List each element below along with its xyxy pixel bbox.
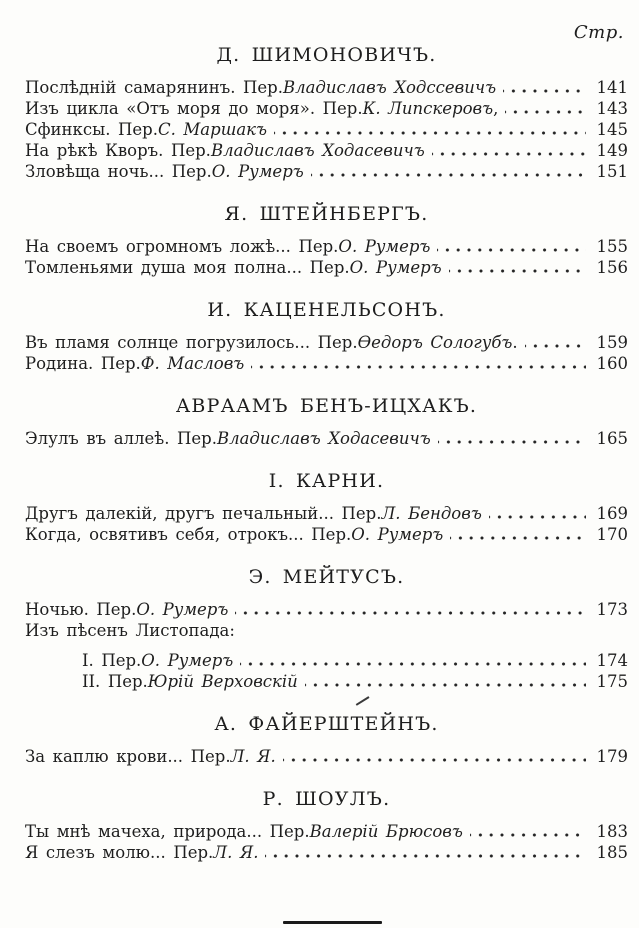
entry-page-number: 175	[596, 672, 628, 691]
section-header: Р. ШОУЛЪ.	[262, 788, 391, 810]
dot-leader	[449, 259, 586, 273]
toc-entry	[25, 140, 628, 161]
entry-translator: Ф. Масловъ	[140, 354, 245, 373]
entry-translator: О. Румеръ	[338, 237, 431, 256]
entry-translator: Л. Я.	[213, 843, 259, 862]
page-column-header: Стр.	[573, 22, 624, 43]
entry-page-number: 156	[596, 258, 628, 277]
entry-title: На рѣкѣ Кворъ. Пер.	[25, 141, 211, 160]
entry-page-number: 151	[596, 162, 628, 181]
entry-page-number: 169	[596, 504, 628, 523]
dot-leader	[240, 652, 586, 666]
toc-entry	[25, 746, 628, 767]
entry-page-number: 173	[596, 600, 628, 619]
dot-leader	[432, 142, 586, 156]
entry-translator: Владиславъ Ходссевичъ	[282, 78, 497, 97]
dot-leader	[311, 163, 586, 177]
dot-leader	[251, 355, 586, 369]
section-header: А. ФАЙЕРШТЕЙНЪ.	[214, 713, 439, 735]
toc-entry	[25, 353, 628, 374]
entry-punctuation: ,	[493, 99, 499, 118]
entry-translator: Ѳедоръ Сологубъ	[357, 333, 513, 352]
dot-leader	[503, 79, 586, 93]
dot-leader	[283, 748, 586, 762]
toc-entry	[25, 821, 628, 842]
entry-page-number: 149	[596, 141, 628, 160]
entry-punctuation: .	[512, 333, 518, 352]
entry-translator: Владиславъ Ходасевичъ	[216, 429, 431, 448]
entry-translator: Л. Бендовъ	[381, 504, 482, 523]
toc-entry	[25, 842, 628, 863]
entry-page-number: 145	[596, 120, 628, 139]
dot-leader	[437, 238, 586, 252]
section-header: Э. МЕЙТУСЪ.	[248, 566, 405, 588]
entry-page-number: 155	[596, 237, 628, 256]
toc-entry	[25, 428, 628, 449]
entry-translator: О. Румеръ	[349, 258, 442, 277]
entry-title: Зловѣща ночь... Пер.	[25, 162, 212, 181]
entry-title: Сфинксы. Пер.	[25, 120, 158, 139]
toc-entry	[25, 503, 628, 524]
table-of-contents	[25, 42, 628, 863]
end-of-contents-rule	[283, 921, 382, 924]
entry-page-number: 141	[596, 78, 628, 97]
entry-page-number: 179	[596, 747, 628, 766]
section-header: Я. ШТЕЙНБЕРГЪ.	[224, 203, 429, 225]
dot-leader	[505, 100, 586, 114]
entry-title: Изъ цикла «Отъ моря до моря». Пер.	[25, 99, 363, 118]
dot-leader	[489, 505, 586, 519]
toc-entry	[25, 599, 628, 620]
dot-leader	[305, 673, 586, 687]
entry-page-number: 159	[596, 333, 628, 352]
entry-title: На своемъ огромномъ ложѣ... Пер.	[25, 237, 339, 256]
entry-page-number: 165	[596, 429, 628, 448]
dot-leader	[438, 430, 586, 444]
toc-entry	[25, 98, 628, 119]
entry-page-number: 160	[596, 354, 628, 373]
entry-translator: О. Румеръ	[211, 162, 304, 181]
toc-entry	[25, 332, 628, 353]
entry-translator: О. Румеръ	[141, 651, 234, 670]
entry-title: ІІ. Пер.	[82, 672, 148, 691]
entry-title: Я слезъ молю... Пер.	[25, 843, 214, 862]
entry-translator: Л. Я.	[230, 747, 276, 766]
dot-leader	[450, 526, 586, 540]
entry-page-number: 185	[596, 843, 628, 862]
entry-title: Родина. Пер.	[25, 354, 141, 373]
entry-page-number: 170	[596, 525, 628, 544]
entry-title: За каплю крови... Пер.	[25, 747, 231, 766]
entry-translator: Владиславъ Ходасевичъ	[210, 141, 425, 160]
toc-entry	[25, 650, 628, 671]
entry-title: Томленьями душа моя полна... Пер.	[25, 258, 350, 277]
entry-title: І. Пер.	[82, 651, 142, 670]
dot-leader	[274, 121, 586, 135]
entry-title: Другъ далекій, другъ печальный... Пер.	[25, 504, 382, 523]
entry-title: Въ пламя солнце погрузилось... Пер.	[25, 333, 358, 352]
dot-leader	[525, 334, 586, 348]
entry-title: Послѣдній самарянинъ. Пер.	[25, 78, 283, 97]
dot-leader	[470, 823, 586, 837]
entry-title: Ты мнѣ мачеха, природа... Пер.	[25, 822, 310, 841]
section-header: Д. ШИМОНОВИЧЪ.	[216, 44, 437, 66]
entry-translator: С. Маршакъ	[157, 120, 268, 139]
entry-page-number: 174	[596, 651, 628, 670]
entry-translator: К. Липскеровъ	[362, 99, 494, 118]
entry-title: Элулъ въ аллеѣ. Пер.	[25, 429, 217, 448]
toc-entry	[25, 620, 628, 641]
entry-page-number: 143	[596, 99, 628, 118]
entry-translator: Юрій Верховскій	[147, 672, 298, 691]
toc-entry	[25, 161, 628, 182]
section-header: АВРААМЪ БЕНЪ-ИЦХАКЪ.	[175, 395, 478, 417]
entry-translator: О. Румеръ	[351, 525, 444, 544]
toc-entry	[25, 524, 628, 545]
entry-page-number: 183	[596, 822, 628, 841]
section-header: І. КАРНИ.	[268, 470, 385, 492]
entry-title: Ночью. Пер.	[25, 600, 137, 619]
section-header: И. КАЦЕНЕЛЬСОНЪ.	[207, 299, 446, 321]
toc-entry	[25, 671, 628, 692]
toc-entry	[25, 77, 628, 98]
entry-translator: О. Румеръ	[136, 600, 229, 619]
toc-entry	[25, 236, 628, 257]
entry-title: Когда, освятивъ себя, отрокъ... Пер.	[25, 525, 352, 544]
toc-entry	[25, 257, 628, 278]
dot-leader	[265, 844, 586, 858]
entry-title: Изъ пѣсенъ Листопада:	[25, 621, 235, 640]
toc-entry	[25, 119, 628, 140]
entry-translator: Валерій Брюсовъ	[309, 822, 463, 841]
dot-leader	[235, 601, 586, 615]
